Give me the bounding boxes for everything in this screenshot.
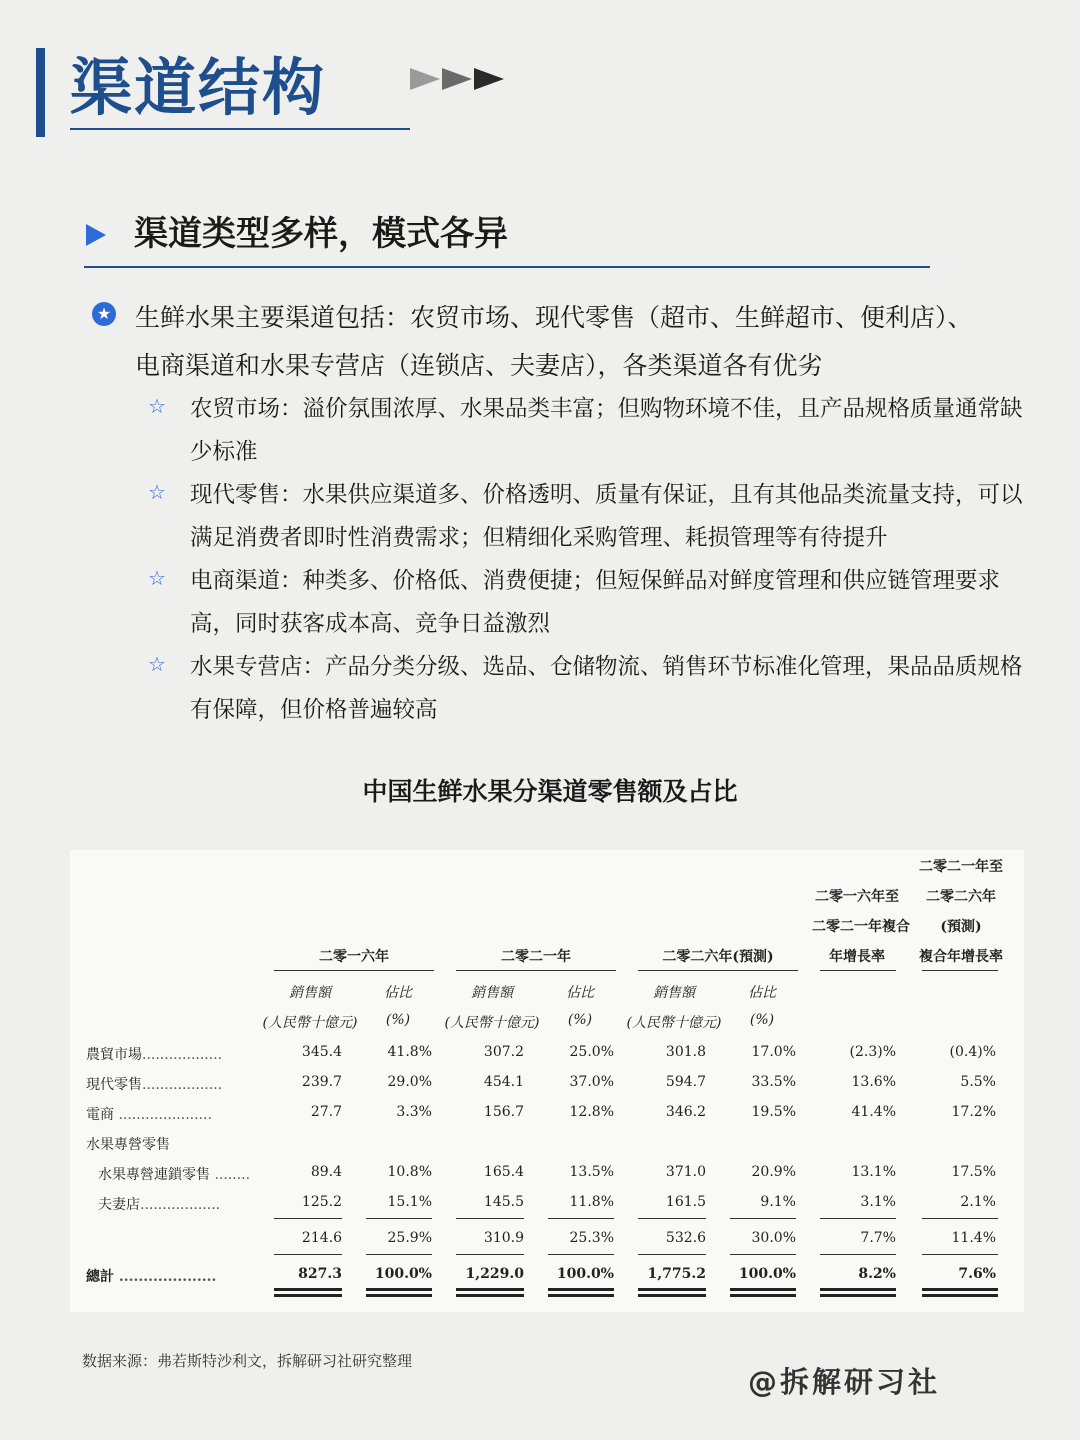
title-underline [70, 128, 410, 130]
subtotal-rule [730, 1218, 796, 1219]
sales-unit-subheader: (人民幣十億元) [626, 1015, 722, 1031]
table-title: 中国生鲜水果分渠道零售额及占比 [362, 777, 738, 806]
table-cell: (2.3)% [849, 1044, 896, 1060]
year-header-2026: 二零二六年(預測) [662, 949, 774, 965]
sub-bullet-text: 农贸市场：溢价氛围浓厚、水果品类丰富；但购物环境不佳，且产品规格质量通常缺少标准 [190, 396, 1023, 465]
table-cell: 239.7 [301, 1074, 342, 1090]
table-cell-total: 8.2% [858, 1266, 896, 1282]
table-cell: 307.2 [483, 1044, 524, 1060]
sub-bullet-text: 水果专营店：产品分类分级、选品、仓储物流、销售环节标准化管理，果品品质规格有保障，但价格普遍较高 [190, 654, 1023, 723]
share-subheader: 佔比 [566, 985, 594, 1001]
table-cell-total: 7.6% [958, 1266, 996, 1282]
table-cell: 89.4 [310, 1164, 342, 1180]
brand-watermark: @拆解研习社 [748, 1365, 941, 1399]
share-unit-subheader: (%) [385, 1012, 411, 1028]
table-cell: 3.1% [860, 1194, 896, 1210]
header-rule [638, 970, 798, 971]
triple-right-arrow-icon [410, 68, 504, 90]
row-label: 電商 ..................... [86, 1107, 212, 1123]
table-cell: 15.1% [387, 1194, 432, 1210]
table-cell-total: 1,229.0 [465, 1266, 524, 1282]
header-rule [456, 970, 616, 971]
table-cell: 165.4 [483, 1164, 524, 1180]
row-label: 夫妻店.................. [98, 1197, 221, 1213]
total-double-rule [366, 1288, 432, 1291]
total-double-rule [366, 1294, 432, 1297]
subtotal-rule [274, 1218, 342, 1219]
sales-subheader: 銷售額 [653, 985, 695, 1001]
total-double-rule [730, 1288, 796, 1291]
table-cell: 345.4 [301, 1044, 342, 1060]
table-cell: 19.5% [751, 1104, 796, 1120]
total-rule [922, 1254, 998, 1255]
arrow-right-icon [410, 68, 440, 90]
table-cell: 145.5 [483, 1194, 524, 1210]
table-cell: 17.0% [751, 1044, 796, 1060]
sales-unit-subheader: (人民幣十億元) [262, 1015, 358, 1031]
table-cell: 41.4% [851, 1104, 896, 1120]
row-label-total: 總計 .................... [86, 1269, 217, 1285]
table-cell: 33.5% [751, 1074, 796, 1090]
total-double-rule [730, 1294, 796, 1297]
table-cell: 5.5% [960, 1074, 996, 1090]
arrow-right-icon [474, 68, 504, 90]
table-cell: 11.4% [951, 1230, 996, 1246]
table-cell-total: 100.0% [374, 1266, 432, 1282]
table-cell: 156.7 [483, 1104, 524, 1120]
outline-star-icon: ☆ [148, 480, 166, 504]
total-double-rule [274, 1288, 342, 1291]
section-title: 渠道类型多样，模式各异 [134, 214, 508, 254]
subtotal-rule [922, 1218, 998, 1219]
header-rule [820, 970, 896, 971]
table-cell: 454.1 [483, 1074, 524, 1090]
cagr2-header-line: 二零二一年至 [919, 859, 1003, 875]
outline-star-icon: ☆ [148, 394, 166, 418]
total-rule [638, 1254, 706, 1255]
cagr2-header-line: 複合年增長率 [919, 949, 1003, 965]
arrow-right-icon [442, 68, 472, 90]
row-label: 水果專營連鎖零售 ........ [98, 1167, 251, 1183]
table-cell: 125.2 [301, 1194, 342, 1210]
subtotal-rule [638, 1218, 706, 1219]
table-cell: 346.2 [665, 1104, 706, 1120]
subtotal-rule [456, 1218, 524, 1219]
total-double-rule [548, 1294, 614, 1297]
year-header-2021: 二零二一年 [501, 949, 571, 965]
table-cell: 12.8% [569, 1104, 614, 1120]
table-cell-total: 827.3 [298, 1266, 342, 1282]
table-cell: 371.0 [665, 1164, 706, 1180]
main-bullet-text: 生鲜水果主要渠道包括：农贸市场、现代零售（超市、生鲜超市、便利店）、电商渠道和水果专营店（连锁店、夫妻店），各类渠道各有优劣 [135, 303, 973, 380]
total-double-rule [274, 1294, 342, 1297]
header-rule [922, 970, 998, 971]
table-cell: 3.3% [396, 1104, 432, 1120]
total-rule [820, 1254, 896, 1255]
table-cell: 11.8% [569, 1194, 614, 1210]
table-cell: 13.1% [851, 1164, 896, 1180]
table-cell: 214.6 [301, 1230, 342, 1246]
table-cell: 13.6% [851, 1074, 896, 1090]
retail-sales-table [70, 850, 1024, 1312]
share-subheader: 佔比 [384, 985, 412, 1001]
table-cell: 30.0% [751, 1230, 796, 1246]
cagr1-header-line: 二零二一年複合 [812, 919, 910, 935]
table-cell-total: 1,775.2 [647, 1266, 706, 1282]
table-cell: 17.5% [951, 1164, 996, 1180]
table-cell: 7.7% [860, 1230, 896, 1246]
cagr1-header-line: 二零一六年至 [815, 889, 899, 905]
table-cell: 301.8 [665, 1044, 706, 1060]
cagr1-header-line: 年增長率 [829, 949, 885, 965]
share-unit-subheader: (%) [567, 1012, 593, 1028]
sales-subheader: 銷售額 [471, 985, 513, 1001]
table-cell: 532.6 [665, 1230, 706, 1246]
row-label: 農貿市場.................. [86, 1047, 223, 1063]
main-bullet [92, 294, 992, 390]
triangle-right-icon [86, 224, 106, 246]
total-double-rule [638, 1294, 706, 1297]
subtotal-rule [548, 1218, 614, 1219]
sub-bullet [148, 388, 1038, 474]
total-double-rule [922, 1294, 998, 1297]
table-cell: 27.7 [310, 1104, 342, 1120]
total-double-rule [820, 1288, 896, 1291]
sub-bullet-list [148, 388, 1038, 732]
share-subheader: 佔比 [748, 985, 776, 1001]
table-cell: 29.0% [387, 1074, 432, 1090]
total-double-rule [820, 1294, 896, 1297]
table-cell: (0.4)% [949, 1044, 996, 1060]
circled-star-icon: ★ [92, 302, 116, 326]
outline-star-icon: ☆ [148, 652, 166, 676]
total-double-rule [922, 1288, 998, 1291]
section-underline [84, 266, 930, 268]
total-double-rule [638, 1288, 706, 1291]
table-cell: 10.8% [387, 1164, 432, 1180]
sales-subheader: 銷售額 [289, 985, 331, 1001]
table-cell: 20.9% [751, 1164, 796, 1180]
table-cell: 594.7 [665, 1074, 706, 1090]
outline-star-icon: ☆ [148, 566, 166, 590]
total-rule [456, 1254, 524, 1255]
table-cell: 17.2% [951, 1104, 996, 1120]
total-rule [548, 1254, 614, 1255]
total-double-rule [548, 1288, 614, 1291]
total-rule [730, 1254, 796, 1255]
table-cell-total: 100.0% [556, 1266, 614, 1282]
total-double-rule [456, 1288, 524, 1291]
row-label: 現代零售.................. [86, 1077, 223, 1093]
row-group-label: 水果專營零售 [86, 1137, 170, 1153]
data-source-note: 数据来源：弗若斯特沙利文，拆解研习社研究整理 [82, 1352, 413, 1370]
table-cell: 9.1% [760, 1194, 796, 1210]
title-accent-bar [36, 48, 45, 137]
sub-bullet [148, 474, 1038, 560]
table-cell-total: 100.0% [738, 1266, 796, 1282]
table-cell: 2.1% [960, 1194, 996, 1210]
share-unit-subheader: (%) [749, 1012, 775, 1028]
header-rule [274, 970, 434, 971]
year-header-2016: 二零一六年 [319, 949, 389, 965]
table-cell: 25.9% [387, 1230, 432, 1246]
table-cell: 25.3% [569, 1230, 614, 1246]
table-cell: 310.9 [483, 1230, 524, 1246]
sub-bullet-text: 现代零售：水果供应渠道多、价格透明、质量有保证，且有其他品类流量支持，可以满足消费者即时性消费需求；但精细化采购管理、耗损管理等有待提升 [190, 482, 1023, 551]
table-cell: 161.5 [665, 1194, 706, 1210]
subtotal-rule [820, 1218, 896, 1219]
table-cell: 41.8% [387, 1044, 432, 1060]
cagr2-header-line: 二零二六年 [926, 889, 996, 905]
total-double-rule [456, 1294, 524, 1297]
sub-bullet [148, 560, 1038, 646]
total-rule [366, 1254, 432, 1255]
cagr2-header-line: (預測) [940, 919, 982, 935]
table-cell: 37.0% [569, 1074, 614, 1090]
sales-unit-subheader: (人民幣十億元) [444, 1015, 540, 1031]
subtotal-rule [366, 1218, 432, 1219]
total-rule [274, 1254, 342, 1255]
page-title: 渠道结构 [70, 51, 327, 124]
sub-bullet [148, 646, 1038, 732]
sub-bullet-text: 电商渠道：种类多、价格低、消费便捷；但短保鲜品对鲜度管理和供应链管理要求高，同时获客成本高、竞争日益激烈 [190, 568, 1001, 637]
table-cell: 25.0% [569, 1044, 614, 1060]
table-cell: 13.5% [569, 1164, 614, 1180]
